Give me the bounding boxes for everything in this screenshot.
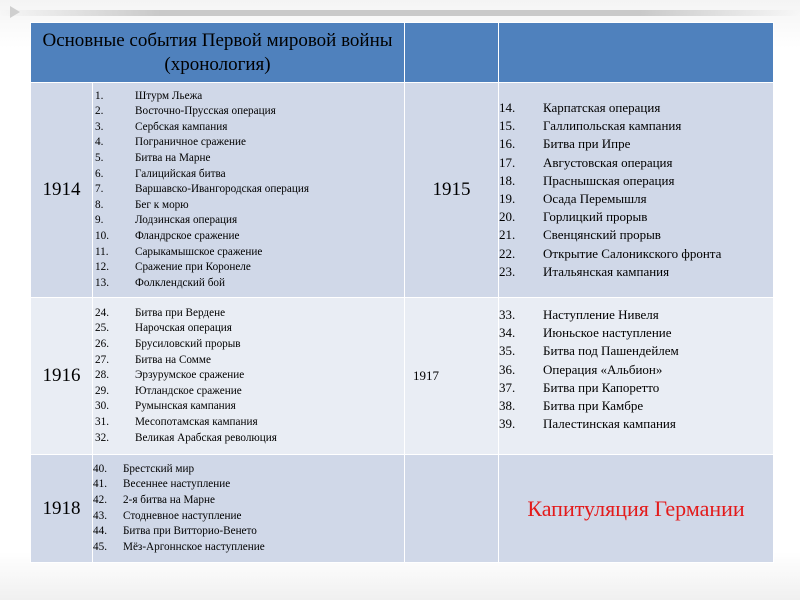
list-item	[499, 135, 773, 153]
table-row-1914	[31, 83, 774, 298]
list-item-text: Битва при Вердене	[135, 306, 226, 319]
list-item-number: 41.	[93, 478, 107, 491]
list-item	[499, 306, 773, 324]
list-item-number: 36.	[499, 361, 516, 377]
list-item-text: Битва на Сомме	[135, 353, 211, 366]
list-item-text: Фландрское сражение	[135, 229, 240, 242]
list-item-number: 33.	[499, 307, 516, 322]
list-item	[93, 213, 404, 229]
list-item	[499, 397, 773, 415]
list-item-text: Сражение при Коронеле	[135, 261, 251, 274]
list-item	[93, 431, 404, 447]
list-item-number: 17.	[499, 154, 516, 170]
list-item-text: Свенцянский прорыв	[543, 227, 661, 243]
list-item	[93, 321, 404, 337]
list-item-number: 1.	[95, 89, 104, 102]
list-item-number: 28.	[95, 369, 109, 382]
list-item-number: 10.	[95, 229, 109, 242]
list-item	[93, 120, 404, 136]
list-item-text: Восточно-Прусская операция	[135, 105, 276, 118]
list-item-text: Галицийская битва	[135, 167, 226, 180]
list-item-number: 7.	[95, 183, 104, 196]
list-item-text: Весеннее наступление	[123, 478, 231, 491]
list-item-number: 16.	[499, 136, 516, 152]
list-item-text: Сербская кампания	[135, 120, 228, 133]
list-item-number: 20.	[499, 209, 516, 225]
list-item-text: Битва на Марне	[135, 152, 211, 165]
year-cell: 1916	[31, 298, 93, 455]
list-item-text: Ютландское сражение	[135, 384, 242, 397]
list-item-text: Итальянская кампания	[543, 263, 670, 279]
list-item-number: 35.	[499, 343, 516, 359]
list-item-text: Карпатская операция	[543, 99, 661, 115]
year-cell: 1918	[31, 455, 93, 563]
table-row-1916	[31, 298, 774, 455]
list-item-number: 4.	[95, 136, 104, 149]
list-item-text: Бег к морю	[135, 198, 189, 211]
table-row-1918	[31, 455, 774, 563]
event-list	[93, 87, 404, 294]
event-list	[499, 304, 773, 435]
list-item-number: 3.	[95, 120, 104, 133]
list-item-text: Пограничное сражение	[135, 136, 246, 149]
events-cell	[93, 298, 405, 455]
list-item	[499, 154, 773, 172]
list-item-text: Галлипольская кампания	[543, 118, 682, 134]
list-item	[93, 540, 404, 556]
list-item	[93, 167, 404, 183]
list-item-number: 40.	[93, 462, 107, 475]
list-item	[499, 379, 773, 397]
list-item-number: 6.	[95, 167, 104, 180]
list-item-number: 25.	[95, 322, 109, 335]
list-item	[93, 89, 404, 105]
list-item-text: Нарочская операция	[135, 322, 232, 335]
list-item-number: 13.	[95, 276, 109, 289]
list-item-number: 11.	[95, 245, 109, 258]
list-item	[499, 415, 773, 433]
list-item	[93, 182, 404, 198]
list-item	[499, 245, 773, 263]
list-item-text: Открытие Салоникского фронта	[543, 245, 722, 261]
result-text: Капитуляция Германии	[499, 455, 774, 563]
arrow-icon	[10, 6, 20, 18]
list-item-number: 31.	[95, 415, 109, 428]
list-item	[93, 462, 404, 478]
list-item	[499, 208, 773, 226]
list-item-text: Лодзинская операция	[135, 214, 238, 227]
list-item-text: Праснышская операция	[543, 172, 675, 188]
list-item-number: 8.	[95, 198, 104, 211]
list-item	[93, 229, 404, 245]
events-cell	[499, 298, 774, 455]
list-item	[93, 306, 404, 322]
events-cell	[93, 455, 405, 563]
list-item	[93, 384, 404, 400]
list-item-text: Месопотамская кампания	[135, 415, 258, 428]
list-item-number: 21.	[499, 227, 516, 243]
list-item-text: Осада Перемышля	[543, 191, 647, 206]
list-item-number: 2.	[95, 105, 104, 118]
list-item-text: Июньское наступление	[543, 325, 672, 341]
event-list	[499, 97, 773, 283]
event-list	[93, 304, 404, 448]
year-cell: 1917	[405, 298, 499, 455]
list-item	[499, 226, 773, 244]
list-item	[93, 368, 404, 384]
year-cell	[405, 455, 499, 563]
list-item	[93, 151, 404, 167]
list-item-text: Румынская кампания	[135, 400, 236, 413]
list-item-number: 38.	[499, 398, 516, 414]
list-item-text: Сарыкамышское сражение	[135, 245, 263, 258]
list-item	[93, 337, 404, 353]
list-item-number: 5.	[95, 152, 104, 165]
list-item-number: 42.	[93, 493, 107, 506]
list-item-number: 27.	[95, 353, 109, 366]
list-item	[499, 342, 773, 360]
list-item-text: Брестский мир	[123, 462, 195, 475]
list-item-number: 45.	[93, 540, 107, 553]
header-cell-events	[499, 23, 774, 83]
list-item-number: 9.	[95, 214, 104, 227]
list-item	[93, 104, 404, 120]
list-item	[93, 493, 404, 509]
list-item	[93, 415, 404, 431]
list-item-number: 43.	[93, 509, 107, 522]
list-item	[93, 135, 404, 151]
list-item-text: Эрзурумское сражение	[135, 369, 245, 382]
header-row	[31, 23, 774, 83]
list-item	[93, 260, 404, 276]
list-item-text: Битва при Ипре	[543, 136, 631, 152]
list-item	[93, 524, 404, 540]
list-item	[93, 245, 404, 261]
list-item-text: Августовская операция	[543, 154, 673, 170]
list-item-text: Битва при Камбре	[543, 398, 644, 414]
list-item-number: 26.	[95, 338, 109, 351]
list-item	[93, 509, 404, 525]
list-item	[499, 263, 773, 281]
event-list	[93, 460, 404, 558]
list-item	[499, 361, 773, 379]
events-cell	[499, 83, 774, 298]
year-cell: 1914	[31, 83, 93, 298]
list-item-number: 34.	[499, 325, 516, 341]
list-item-number: 18.	[499, 172, 516, 188]
list-item	[499, 190, 773, 208]
list-item-number: 32.	[95, 431, 109, 444]
list-item	[499, 99, 773, 117]
list-item-text: Битва при Капоретто	[543, 379, 660, 395]
list-item-text: Брусиловский прорыв	[135, 338, 241, 351]
list-item-number: 39.	[499, 416, 516, 432]
list-item-text: Мёз-Аргоннское наступление	[123, 540, 265, 553]
list-item-number: 15.	[499, 118, 516, 134]
list-item-number: 30.	[95, 400, 109, 413]
list-item	[93, 353, 404, 369]
list-item	[499, 324, 773, 342]
list-item-text: Штурм Льежа	[135, 89, 203, 102]
list-item	[499, 172, 773, 190]
list-item-number: 37.	[499, 379, 516, 395]
list-item-text: Наступление Нивеля	[543, 307, 659, 322]
events-cell	[93, 83, 405, 298]
list-item-text: Варшавско-Ивангородская операция	[135, 183, 309, 196]
header-cell-year	[405, 23, 499, 83]
year-cell: 1915	[405, 83, 499, 298]
list-item-number: 23.	[499, 263, 516, 279]
list-item-text: Операция «Альбион»	[543, 361, 663, 377]
list-item-text: Горлицкий прорыв	[543, 209, 648, 225]
list-item-number: 24.	[95, 306, 109, 319]
list-item-text: Фолклендский бой	[135, 276, 225, 289]
list-item-number: 29.	[95, 384, 109, 397]
table-title: Основные события Первой мировой войны (хронология)	[31, 23, 405, 83]
list-item-number: 44.	[93, 525, 107, 538]
list-item-text: Палестинская кампания	[543, 416, 676, 432]
list-item	[499, 117, 773, 135]
list-item-number: 14.	[499, 99, 516, 115]
list-item-number: 19.	[499, 191, 516, 206]
list-item-text: Великая Арабская революция	[135, 431, 277, 444]
list-item-text: 2-я битва на Марне	[123, 493, 215, 506]
chronology-table	[30, 22, 774, 563]
list-item	[93, 477, 404, 493]
list-item	[93, 198, 404, 214]
list-item-text: Битва под Пашендейлем	[543, 343, 679, 359]
list-item	[93, 276, 404, 292]
top-rule	[0, 10, 800, 16]
list-item-text: Битва при Витторио-Венето	[123, 525, 257, 538]
list-item-number: 22.	[499, 245, 516, 261]
list-item	[93, 399, 404, 415]
list-item-text: Стодневное наступление	[123, 509, 242, 522]
list-item-number: 12.	[95, 261, 109, 274]
